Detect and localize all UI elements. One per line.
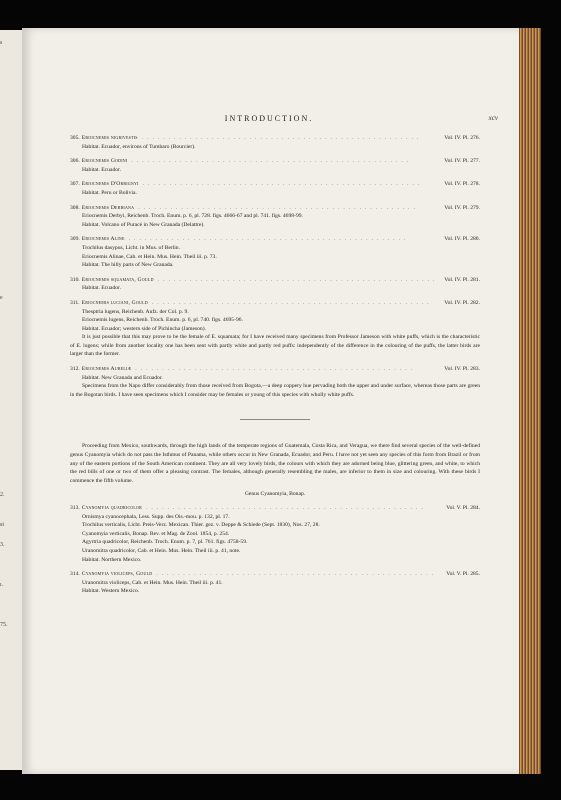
left-margin-mark: 2. [0,492,5,498]
left-margin-mark: st [0,522,5,528]
plate-ref: Vol. IV. Pl. 279. [444,204,480,211]
entry-line: Cyanomyia verticalis, Bonap. Rev. et Mag. de Zool. 1854, p. 254. [82,530,230,537]
species-entry: 305. Eriocnemis nigrivestis .................................................... Vol. IV. Pl. 276. Habitat. Ecuador, environs of Tumbaro (Bourcier). [70,135,480,150]
plate-ref: Vol. V. Pl. 285. [446,571,480,578]
left-margin-mark: s [0,40,3,46]
species-name: Eriocnemis D'Orbignyi [81,181,139,188]
species-name: Cyanomyia quadricolor [81,505,143,511]
entry-line: Habitat. Ecuador; western side of Pichincha (Jameson). [82,325,206,332]
running-head [40,114,498,126]
entry-line: Eriocnemis Derbyi, Reichenb. Troch. Enum. p. 6, pl. 728. figs. 4666-67 and pl. 741. figs. 4698-99. [82,213,303,220]
species-name: Eriocnemis nigrivestis [81,135,138,141]
entry-line: Thesptria lugens, Reichenb. Aufz. der Col. p. 9. [82,308,189,315]
entry-line: Habitat. Ecuador. [82,285,121,292]
species-entry: 306. Eriocnemis Godini .................................................... Vol. IV. Pl. 277. Habitat. Ecuador. [70,158,480,173]
species-entry: 310. Eriocnemis squamata, Gould .................................................... Vol. IV. Pl. 281. Habitat. Ecuador. [70,276,480,292]
entry-line: Habitat. Peru or Bolivia. [82,189,137,196]
left-margin-mark: ı. [0,582,4,588]
entry-line: Habitat. Volcano of Puracé in New Granada (Delattre). [82,221,205,228]
entry-line: Eriocnemis lugens, Reichenb. Troch. Enum. p. 6, pl. 740. figs. 4695-96. [82,317,243,324]
note-paragraph: Specimens from the Napo differ considerably from those received from Bogota,—a deep coppery hue pervading both the upper and under surface, whereas those parts are green in the Bogotan birds. I have seen specimens which I consider may be females or young of this species with wholly white puffs. [70,383,480,398]
entry-line: Eriocnemis Alinae, Cab. et Hein. Mus. Hein. Theil iii. p. 73. [82,253,217,260]
entry-line: Habitat. The hilly parts of New Granada. [82,262,174,269]
species-name: Eriocnemis Godini [81,158,128,165]
species-entry: 307. Eriocnemis D'Orbignyi .................................................... Vol. IV. Pl. 278. Habitat. Peru or Bolivia. [70,181,480,196]
species-name: Eriocnemis luciani, Gould [81,299,148,306]
intro-paragraph: Proceeding from Mexico, southwards, through the high lands of the temperate regions of Guatemala, Costa Rica, and Veragua, we there find several species of the well-defined genus Cyanomyia which do not pass the Isthmus of Panama, while others occur in New Granada, Ecuador, and Peru. I have not yet seen any species of this form from Brazil or from any of the eastern portions of the South American continent. They are all very lovely birds, the colours with which they are adorned being blue, glittering green, and white, to which the red bills of one or two of them offer a pleasing contrast. The females, although generally resembling the males, are inferior to them in size and colouring. With these birds I commence the fifth volume. [70,443,480,484]
entry-number: 314. [70,571,80,578]
plate-ref: Vol. IV. Pl. 282. [444,299,480,306]
entry-number: 305. [70,135,80,141]
entry-line: Agyrtria quadricolor, Reichenb. Troch. Enum. p. 7, pl. 761. figs. 4758-59. [82,539,248,546]
species-name: Eriocnemis Aline [81,236,125,243]
note-paragraph: It is just possible that this may prove to be the female of E. squamata; for I have received many specimens from Professor Jameson with white puffs, which is the characteristic of E. lugens; while from another locality one has been sent with partly white and partly red puffs: independently of the difference in the colouring of the puffs, the latter birds are larger than the former. [70,334,480,358]
entry-number: 311. [70,299,80,306]
left-page-edge [0,30,22,770]
entry-line: Habitat. Northern Mexico. [82,556,142,563]
left-margin-mark: 75. [0,622,8,628]
entry-line: Trochilus verticalis, Licht. Preis-Verz. Mexican. Thier. gez. v. Deppe & Schiede (Sept. 1830), Nos. 27, 28. [82,522,320,529]
species-entry: 308. Eriocnemis Derbiana .................................................... Vol. IV. Pl. 279. Eriocnemis Derbyi, Reichenb. Troch. Enum. p. 6, pl. 728. figs. 4666-67 and pl. 741. figs. 4698-99. Habitat. Volcano of Puracé in New Granada (Delattre). [70,204,480,228]
left-margin-mark: e [0,295,3,301]
species-name: Eriocnemis Aureliæ [81,366,132,373]
entry-number: 308. [70,204,80,211]
plate-ref: Vol. IV. Pl. 278. [444,181,480,188]
page-title: INTRODUCTION. [224,114,314,123]
page-content [70,134,480,602]
entry-line: Trochilus dasypus, Licht. in Mus. of Berlin. [82,244,180,251]
species-entry: 312. Eriocnemis Aureliæ .................................................... Vol. IV. Pl. 283. Habitat. New Granada and Ecuador. [70,366,480,381]
plate-ref: Vol. IV. Pl. 281. [444,276,480,283]
page-edges-gilt [519,28,541,774]
entry-number: 307. [70,181,80,188]
left-margin-mark: 3. [0,542,5,548]
entry-line: Habitat. Western Mexico. [82,588,140,595]
species-entry: 314. Cyanomyia violiceps, Gould .................................................... Vol. V. Pl. 285. Uranomitra violiceps, Cab. et Hein. Mus. Hein. Theil iii. p. 41. Habitat. Western Mexico. [70,571,480,595]
entry-number: 313. [70,505,80,511]
plate-ref: Vol. IV. Pl. 277. [444,158,480,165]
genus-heading: Genus Cyanomyia, Bonap. [244,491,306,498]
plate-ref: Vol. IV. Pl. 276. [444,135,480,141]
plate-ref: Vol. IV. Pl. 280. [444,236,480,243]
species-entry: 313. Cyanomyia quadricolor .................................................... Vol. V. Pl. 284. Ornismya cyanocephala, Less. Supp. des Ois.-mou. p. 132, pl. 17. Trochilus verticalis, Licht. Preis-Verz. Mexican. Thier. gez. v. Deppe & Schiede (Sept. 1830), Nos. 27, 28. Cyanomyia verticalis, Bonap. Rev. et Mag. de Zool. 1854, p. 254. Agyrtria quadricolor, Reichenb. Troch. Enum. p. 7, pl. 761. figs. 4758-59. Uranomitra quadricolor, Cab. et Hein. Mus. Hein. Theil iii. p. 41, note. Habitat. Northern Mexico. [70,505,480,563]
entry-line: Habitat. Ecuador. [82,166,121,173]
entry-line: Habitat. Ecuador, environs of Tumbaro (Bourcier). [82,143,196,150]
entry-number: 309. [70,236,80,243]
plate-ref: Vol. IV. Pl. 283. [444,366,480,373]
species-name: Eriocnemis Derbiana [81,204,135,211]
species-entry: 309. Eriocnemis Aline .................................................... Vol. IV. Pl. 280. Trochilus dasypus, Licht. in Mus. of Berlin. Eriocnemis Alinae, Cab. et Hein. Mus. Hein. Theil iii. p. 73. Habitat. The hilly parts of New Granada. [70,236,480,269]
entry-number: 312. [70,366,80,373]
entry-line: Habitat. New Granada and Ecuador. [82,374,163,381]
entry-line: Ornismya cyanocephala, Less. Supp. des Ois.-mou. p. 132, pl. 17. [82,513,230,520]
species-name: Cyanomyia violiceps, Gould [81,571,153,578]
species-name: Eriocnemis squamata, Gould [81,276,154,283]
section-divider [240,419,310,420]
plate-ref: Vol. V. Pl. 284. [446,505,480,511]
entry-number: 310. [70,276,80,283]
entry-line: Uranomitra quadricolor, Cab. et Hein. Mus. Hein. Theil iii. p. 41, note. [82,547,241,554]
species-entry: 311. Eriocnemis luciani, Gould .................................................... Vol. IV. Pl. 282. Thesptria lugens, Reichenb. Aufz. der Col. p. 9. Eriocnemis lugens, Reichenb. Troch. Enum. p. 6, pl. 740. figs. 4695-96. Habitat. Ecuador; western side of Pichincha (Jameson). [70,299,480,332]
entry-number: 306. [70,158,80,165]
entry-line: Uranomitra violiceps, Cab. et Hein. Mus. Hein. Theil iii. p. 41. [82,579,223,586]
page-number: xcv [488,114,498,122]
